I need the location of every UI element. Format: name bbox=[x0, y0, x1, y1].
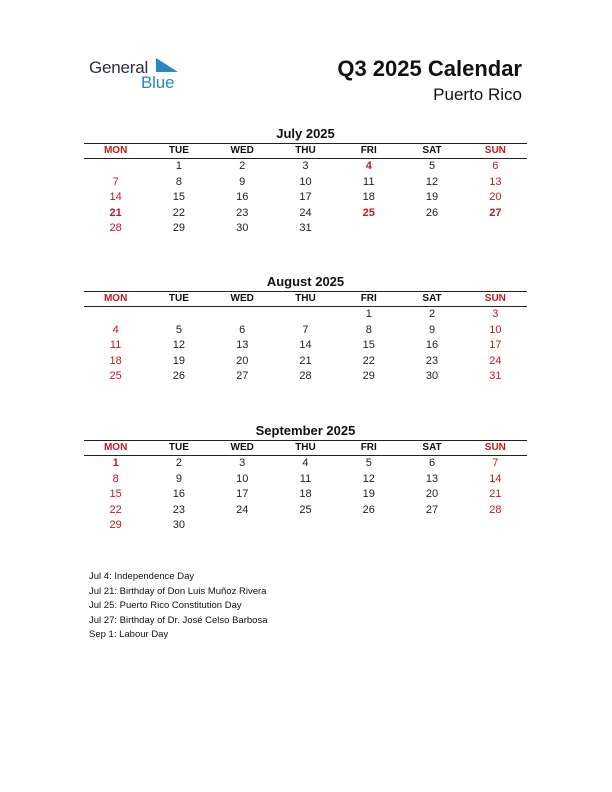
day-cell: 15 bbox=[362, 339, 375, 352]
day-cell: 22 bbox=[362, 354, 375, 367]
empty-day-cell bbox=[84, 159, 147, 175]
weekday-header-mon: MON bbox=[84, 441, 147, 456]
holiday-item: Jul 27: Birthday of Dr. José Celso Barbosa bbox=[89, 614, 268, 626]
day-cell: 13 bbox=[425, 472, 439, 485]
day-cell: 30 bbox=[236, 222, 249, 235]
empty-day-cell bbox=[274, 307, 337, 323]
empty-day-cell bbox=[337, 518, 400, 534]
day-cell: 16 bbox=[172, 488, 186, 501]
day-cell: 3 bbox=[239, 457, 246, 469]
day-cell: 15 bbox=[172, 191, 186, 204]
week-row bbox=[84, 503, 527, 519]
day-cell: 29 bbox=[109, 519, 122, 532]
weekday-header-sun: SUN bbox=[464, 441, 527, 456]
week-row bbox=[84, 487, 527, 503]
empty-day-cell bbox=[84, 307, 147, 323]
day-cell: 2 bbox=[239, 160, 246, 172]
day-cell: 24 bbox=[489, 354, 502, 367]
empty-day-cell bbox=[464, 221, 527, 237]
week-row bbox=[84, 159, 527, 175]
day-cell: 1 bbox=[112, 457, 119, 469]
weekday-header-sun: SUN bbox=[464, 144, 527, 159]
day-cell: 12 bbox=[362, 472, 375, 485]
weekday-header-wed: WED bbox=[211, 144, 274, 159]
day-cell: 10 bbox=[299, 175, 312, 188]
day-cell: 4 bbox=[302, 457, 309, 469]
day-cell: 1 bbox=[175, 160, 182, 172]
day-cell: 23 bbox=[236, 206, 249, 219]
month-august bbox=[84, 273, 527, 385]
day-cell: 20 bbox=[489, 191, 502, 204]
day-cell: 18 bbox=[299, 488, 312, 501]
day-cell: 1 bbox=[365, 308, 372, 320]
logo-word-blue: Blue bbox=[141, 73, 175, 92]
day-cell: 6 bbox=[428, 457, 436, 469]
day-cell: 29 bbox=[172, 222, 186, 235]
weekday-header-wed: WED bbox=[211, 292, 274, 307]
day-cell: 25 bbox=[109, 370, 122, 383]
weekday-header-fri: FRI bbox=[337, 292, 400, 307]
week-row bbox=[84, 456, 527, 472]
calendar-grid bbox=[84, 143, 527, 237]
calendar-grid bbox=[84, 440, 527, 534]
day-cell: 25 bbox=[362, 206, 375, 219]
week-row bbox=[84, 323, 527, 339]
month-title: August 2025 bbox=[266, 274, 345, 289]
month-title: September 2025 bbox=[255, 423, 356, 438]
day-cell: 28 bbox=[299, 370, 312, 383]
day-cell: 26 bbox=[362, 503, 375, 516]
day-cell: 18 bbox=[109, 354, 122, 367]
day-cell: 21 bbox=[109, 206, 122, 219]
day-cell: 19 bbox=[362, 488, 375, 501]
day-cell: 4 bbox=[112, 323, 119, 336]
day-cell: 30 bbox=[425, 370, 439, 383]
day-cell: 21 bbox=[299, 354, 312, 367]
day-cell: 31 bbox=[299, 222, 312, 235]
day-cell: 14 bbox=[109, 191, 122, 204]
weekday-header-thu: THU bbox=[274, 441, 337, 456]
holiday-item: Jul 21: Birthday of Don Luis Muñoz Rivera bbox=[89, 585, 267, 597]
day-cell: 29 bbox=[362, 370, 375, 383]
weekday-header-mon: MON bbox=[84, 144, 147, 159]
day-cell: 26 bbox=[425, 206, 439, 219]
day-cell: 31 bbox=[489, 370, 502, 383]
week-row bbox=[84, 518, 527, 534]
day-cell: 19 bbox=[172, 354, 186, 367]
holiday-item: Jul 25: Puerto Rico Constitution Day bbox=[89, 600, 242, 611]
calendar-grid bbox=[84, 291, 527, 385]
day-cell: 23 bbox=[425, 354, 439, 367]
holiday-list bbox=[89, 570, 267, 643]
day-cell: 23 bbox=[172, 503, 186, 516]
day-cell: 22 bbox=[109, 503, 122, 516]
day-cell: 8 bbox=[175, 175, 182, 188]
day-cell: 18 bbox=[362, 191, 375, 204]
day-cell: 12 bbox=[172, 339, 186, 352]
holiday-item: Sep 1: Labour Day bbox=[89, 629, 169, 640]
weekday-header-thu: THU bbox=[274, 292, 337, 307]
logo-word-general: General bbox=[89, 58, 149, 77]
day-cell: 11 bbox=[109, 339, 122, 352]
day-cell: 10 bbox=[236, 472, 249, 485]
day-cell: 2 bbox=[175, 457, 182, 469]
day-cell: 26 bbox=[172, 370, 186, 383]
day-cell: 5 bbox=[175, 323, 182, 336]
day-cell: 27 bbox=[489, 206, 502, 219]
week-row bbox=[84, 354, 527, 370]
day-cell: 20 bbox=[236, 354, 249, 367]
day-cell: 8 bbox=[112, 472, 119, 485]
day-cell: 9 bbox=[428, 323, 436, 336]
day-cell: 7 bbox=[302, 323, 309, 336]
day-cell: 28 bbox=[489, 503, 502, 516]
day-cell: 13 bbox=[489, 175, 502, 188]
day-cell: 20 bbox=[425, 488, 439, 501]
day-cell: 16 bbox=[236, 191, 249, 204]
day-cell: 6 bbox=[492, 160, 499, 172]
weekday-header-tue: TUE bbox=[147, 144, 210, 159]
day-cell: 17 bbox=[299, 191, 312, 204]
day-cell: 12 bbox=[425, 175, 439, 188]
day-cell: 19 bbox=[425, 191, 439, 204]
week-row bbox=[84, 307, 527, 323]
day-cell: 9 bbox=[175, 472, 182, 485]
generalblue-logo bbox=[89, 57, 199, 97]
day-cell: 9 bbox=[239, 175, 246, 188]
day-cell: 2 bbox=[428, 308, 436, 320]
day-cell: 24 bbox=[299, 206, 312, 219]
day-cell: 27 bbox=[236, 370, 249, 383]
week-row bbox=[84, 190, 527, 206]
day-cell: 7 bbox=[492, 457, 499, 469]
day-cell: 4 bbox=[365, 160, 372, 172]
weekday-header-sun: SUN bbox=[464, 292, 527, 307]
weekday-header-fri: FRI bbox=[337, 144, 400, 159]
month-title: July 2025 bbox=[276, 126, 335, 141]
day-cell: 11 bbox=[363, 175, 375, 188]
weekday-header-fri: FRI bbox=[337, 441, 400, 456]
day-cell: 27 bbox=[425, 503, 439, 516]
week-row bbox=[84, 369, 527, 385]
page-title: Q3 2025 Calendar bbox=[337, 56, 522, 81]
day-cell: 24 bbox=[236, 503, 249, 516]
day-cell: 30 bbox=[172, 519, 186, 532]
month-september bbox=[84, 422, 527, 534]
weekday-header-tue: TUE bbox=[147, 441, 210, 456]
empty-day-cell bbox=[400, 518, 463, 534]
weekday-header-sat: SAT bbox=[400, 441, 463, 456]
weekday-header-tue: TUE bbox=[147, 292, 210, 307]
day-cell: 14 bbox=[299, 339, 312, 352]
day-cell: 22 bbox=[172, 206, 186, 219]
day-cell: 15 bbox=[109, 488, 122, 501]
weekday-header-wed: WED bbox=[211, 441, 274, 456]
day-cell: 25 bbox=[299, 503, 312, 516]
empty-day-cell bbox=[147, 307, 210, 323]
day-cell: 13 bbox=[236, 339, 249, 352]
empty-day-cell bbox=[400, 221, 463, 237]
day-cell: 6 bbox=[239, 323, 246, 336]
day-cell: 17 bbox=[489, 339, 502, 352]
week-row bbox=[84, 206, 527, 222]
day-cell: 7 bbox=[112, 175, 119, 188]
week-row bbox=[84, 338, 527, 354]
day-cell: 21 bbox=[489, 488, 502, 501]
day-cell: 3 bbox=[492, 308, 499, 320]
empty-day-cell bbox=[274, 518, 337, 534]
week-row bbox=[84, 221, 527, 237]
page-subtitle: Puerto Rico bbox=[433, 85, 522, 104]
logo-flag-icon bbox=[156, 58, 178, 72]
day-cell: 11 bbox=[299, 472, 312, 485]
day-cell: 17 bbox=[236, 488, 249, 501]
weekday-header-sat: SAT bbox=[400, 144, 463, 159]
week-row bbox=[84, 175, 527, 191]
day-cell: 8 bbox=[365, 323, 372, 336]
weekday-header-sat: SAT bbox=[400, 292, 463, 307]
day-cell: 10 bbox=[489, 323, 502, 336]
day-cell: 3 bbox=[302, 160, 309, 172]
day-cell: 5 bbox=[428, 160, 436, 172]
weekday-header-mon: MON bbox=[84, 292, 147, 307]
weekday-header-thu: THU bbox=[274, 144, 337, 159]
empty-day-cell bbox=[337, 221, 400, 237]
day-cell: 16 bbox=[425, 339, 439, 352]
holiday-item: Jul 4: Independence Day bbox=[89, 571, 195, 582]
day-cell: 28 bbox=[109, 222, 122, 235]
empty-day-cell bbox=[211, 518, 274, 534]
empty-day-cell bbox=[211, 307, 274, 323]
day-cell: 14 bbox=[489, 472, 502, 485]
week-row bbox=[84, 472, 527, 488]
empty-day-cell bbox=[464, 518, 527, 534]
day-cell: 5 bbox=[365, 457, 372, 469]
month-july bbox=[84, 125, 527, 237]
